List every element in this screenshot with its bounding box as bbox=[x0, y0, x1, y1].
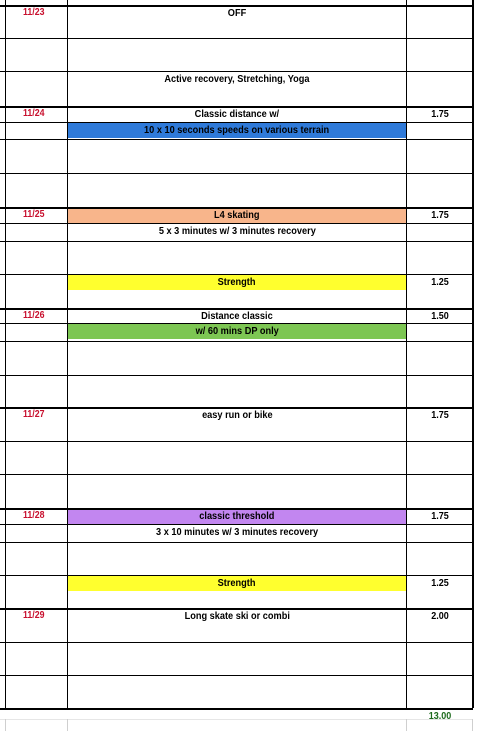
faint-grid-line bbox=[0, 719, 473, 720]
grid-row-line bbox=[0, 139, 473, 140]
workout-description-text: Distance classic bbox=[201, 311, 273, 322]
workout-description-text: 5 x 3 minutes w/ 3 minutes recovery bbox=[158, 226, 316, 237]
workout-description-text: Strength bbox=[218, 578, 256, 589]
grid-row-line bbox=[0, 308, 473, 310]
day-date-label: 11/27 bbox=[23, 409, 45, 420]
hours-value: 1.75 bbox=[431, 410, 449, 421]
day-date-label: 11/24 bbox=[23, 108, 45, 119]
hours-value: 1.50 bbox=[431, 311, 449, 322]
faint-grid-line bbox=[406, 719, 407, 731]
workout-description bbox=[68, 609, 406, 624]
grid-row-line bbox=[0, 375, 473, 376]
hours-value: 1.25 bbox=[431, 578, 449, 589]
day-date-label: 11/29 bbox=[23, 610, 45, 621]
grid-row-line bbox=[0, 642, 473, 643]
workout-description-text: Strength bbox=[218, 277, 256, 288]
grid-column-line bbox=[67, 0, 68, 708]
workout-description-text: easy run or bike bbox=[201, 410, 273, 421]
workout-description bbox=[68, 408, 406, 423]
hours-value: 1.75 bbox=[431, 210, 449, 221]
grid-column-line bbox=[472, 0, 474, 708]
workout-description bbox=[68, 208, 406, 223]
grid-row-line bbox=[0, 173, 473, 174]
hours-value: 1.75 bbox=[431, 109, 449, 120]
grid-row-line bbox=[0, 708, 473, 710]
grid-row-line bbox=[0, 207, 473, 209]
day-date-label: 11/28 bbox=[23, 510, 45, 521]
workout-description bbox=[68, 324, 406, 339]
workout-description-text: L4 skating bbox=[214, 210, 260, 221]
workout-description-text: Active recovery, Stretching, Yoga bbox=[164, 74, 310, 85]
workout-description-text: classic threshold bbox=[199, 511, 275, 522]
workout-description-text: 10 x 10 seconds speeds on various terrain bbox=[144, 125, 330, 136]
workout-description bbox=[68, 275, 406, 290]
faint-grid-line bbox=[472, 719, 473, 731]
day-date-label: 11/25 bbox=[23, 209, 45, 220]
grid-row-line bbox=[0, 5, 473, 7]
workout-description bbox=[68, 6, 406, 21]
grid-row-line bbox=[0, 508, 473, 510]
grid-row-line bbox=[0, 323, 473, 324]
workout-description bbox=[68, 123, 406, 138]
grid-row-line bbox=[0, 223, 473, 224]
hours-value: 1.75 bbox=[431, 511, 449, 522]
grid-row-line bbox=[0, 71, 473, 72]
day-date-label: 11/26 bbox=[23, 310, 45, 321]
day-date-label: 11/23 bbox=[23, 7, 45, 18]
workout-description-text: Classic distance w/ bbox=[194, 109, 280, 120]
workout-description-text: w/ 60 mins DP only bbox=[195, 326, 279, 337]
workout-description-text: 3 x 10 minutes w/ 3 minutes recovery bbox=[155, 527, 319, 538]
grid-row-line bbox=[0, 524, 473, 525]
grid-row-line bbox=[0, 241, 473, 242]
hours-value: 2.00 bbox=[431, 611, 449, 622]
workout-description bbox=[68, 72, 406, 87]
workout-description bbox=[68, 309, 406, 324]
grid-row-line bbox=[0, 542, 473, 543]
grid-row-line bbox=[0, 122, 473, 123]
grid-column-line bbox=[5, 0, 6, 708]
grid-row-line bbox=[0, 474, 473, 475]
grid-row-line bbox=[0, 675, 473, 676]
workout-description bbox=[68, 509, 406, 524]
faint-grid-line bbox=[67, 719, 68, 731]
workout-description bbox=[68, 107, 406, 122]
total-hours: 13.00 bbox=[428, 711, 452, 722]
grid-row-line bbox=[0, 575, 473, 576]
grid-row-line bbox=[0, 441, 473, 442]
workout-description-text: Long skate ski or combi bbox=[184, 611, 290, 622]
grid-row-line bbox=[0, 608, 473, 610]
workout-description bbox=[68, 576, 406, 591]
grid-row-line bbox=[0, 407, 473, 409]
grid-row-line bbox=[0, 106, 473, 108]
workout-description bbox=[68, 224, 406, 239]
workout-description bbox=[68, 525, 406, 540]
workout-description-text: OFF bbox=[227, 8, 247, 19]
grid-row-line bbox=[0, 274, 473, 275]
grid-row-line bbox=[0, 38, 473, 39]
faint-grid-line bbox=[5, 719, 6, 731]
grid-row-line bbox=[0, 341, 473, 342]
grid-column-line bbox=[406, 0, 407, 708]
hours-value: 1.25 bbox=[431, 277, 449, 288]
